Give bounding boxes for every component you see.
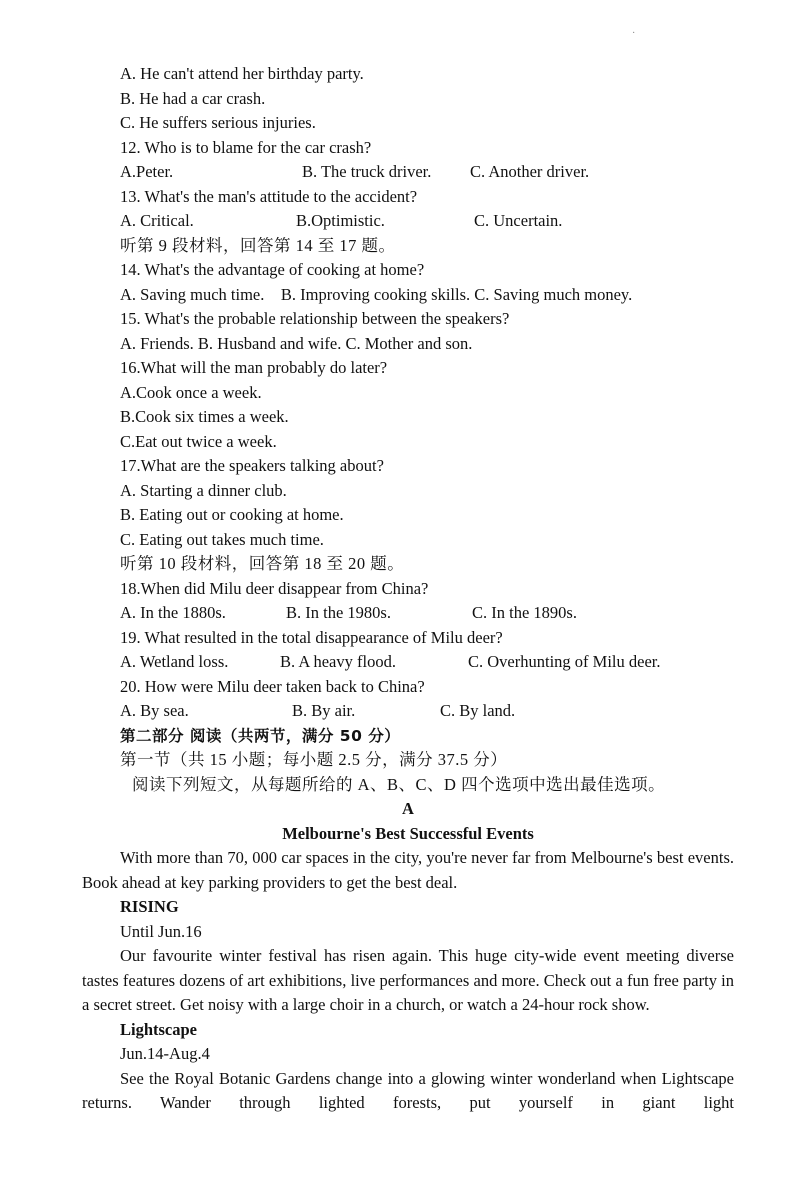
q16-option-c: C.Eat out twice a week.	[120, 431, 277, 451]
q12-option-b: B. The truck driver.	[302, 162, 432, 181]
q19-question: 19. What resulted in the total disappearance of Milu deer?	[120, 627, 503, 647]
q11-option-a: A. He can't attend her birthday party.	[120, 64, 364, 83]
q12-options	[82, 160, 734, 185]
q17-option-b: B. Eating out or cooking at home.	[120, 505, 344, 524]
q20-question: 20. How were Milu deer taken back to China?	[120, 676, 425, 696]
reading-instructions: 阅读下列短文，从每题所给的 A、B、C、D 四个选项中选出最佳选项。	[132, 774, 666, 794]
q12-question: 12. Who is to blame for the car crash?	[120, 137, 372, 157]
q20-option-b: B. By air.	[292, 701, 356, 720]
part-two-section-one: 第一节（共 15 小题；每小题 2.5 分，满分 37.5 分）	[120, 750, 508, 769]
q12-option-a: A.Peter.	[120, 162, 174, 181]
q18-option-a: A. In the 1880s.	[120, 603, 226, 622]
passage-intro: With more than 70, 000 car spaces in the city, you're never far from Melbourne's best events. Book ahead at key parking providers to get the best deal.	[82, 848, 734, 892]
q16-question: 16.What will the man probably do later?	[120, 358, 388, 377]
q14-question: 14. What's the advantage of cooking at home?	[120, 260, 425, 279]
q17-question: 17.What are the speakers talking about?	[120, 456, 384, 475]
exam-page	[82, 62, 734, 1116]
q13-question: 13. What's the man's attitude to the accident?	[120, 186, 418, 206]
q18-option-b: B. In the 1980s.	[286, 603, 391, 622]
event-rising-description: Our favourite winter festival has risen again. This huge city-wide event meeting diverse tastes features dozens of art exhibitions, live performances and more. Check out a fun free party in a secret street. Get noisy with a large choir in a church, or watch a 24-hour rock show.	[82, 946, 734, 1014]
q19-options	[82, 650, 734, 675]
q19-option-b: B. A heavy flood.	[280, 652, 396, 671]
event-lightscape-date: Jun.14-Aug.4	[120, 1044, 210, 1063]
q13-options	[82, 209, 734, 234]
event-lightscape-name: Lightscape	[120, 1019, 198, 1039]
part-two-heading: 第二部分 阅读（共两节，满分 50 分）	[120, 726, 401, 745]
section-9-heading: 听第 9 段材料，回答第 14 至 17 题。	[120, 235, 396, 255]
q13-option-b: B.Optimistic.	[296, 211, 385, 230]
q11-option-b: B. He had a car crash.	[120, 88, 266, 108]
top-mark: ·	[632, 28, 636, 39]
q13-option-a: A. Critical.	[120, 211, 194, 230]
q18-options	[82, 601, 734, 626]
q15-options: A. Friends. B. Husband and wife. C. Mother and son.	[120, 333, 473, 353]
passage-letter: A	[402, 799, 414, 818]
q19-option-a: A. Wetland loss.	[120, 652, 229, 671]
q14-options: A. Saving much time. B. Improving cooking skills. C. Saving much money.	[120, 284, 633, 304]
event-lightscape-description: See the Royal Botanic Gardens change into a glowing winter wonderland when Lightscape returns. Wander through lighted forests, put yourself in giant light	[82, 1068, 734, 1112]
q16-option-b: B.Cook six times a week.	[120, 407, 289, 426]
q12-option-c: C. Another driver.	[470, 162, 590, 181]
q17-option-a: A. Starting a dinner club.	[120, 480, 287, 500]
passage-title: Melbourne's Best Successful Events	[282, 823, 534, 843]
q18-option-c: C. In the 1890s.	[472, 603, 577, 622]
q16-option-a: A.Cook once a week.	[120, 382, 262, 402]
q18-question: 18.When did Milu deer disappear from China?	[120, 578, 429, 598]
q11-option-c: C. He suffers serious injuries.	[120, 113, 316, 132]
q20-option-a: A. By sea.	[120, 701, 189, 720]
q20-option-c: C. By land.	[440, 701, 516, 720]
q15-question: 15. What's the probable relationship between the speakers?	[120, 309, 510, 328]
event-rising-date: Until Jun.16	[120, 921, 202, 941]
q17-option-c: C. Eating out takes much time.	[120, 529, 324, 549]
section-10-heading: 听第 10 段材料，回答第 18 至 20 题。	[120, 554, 405, 573]
q13-option-c: C. Uncertain.	[474, 211, 563, 230]
q20-options	[82, 699, 734, 724]
event-rising-name: RISING	[120, 897, 179, 916]
q19-option-c: C. Overhunting of Milu deer.	[468, 652, 661, 671]
